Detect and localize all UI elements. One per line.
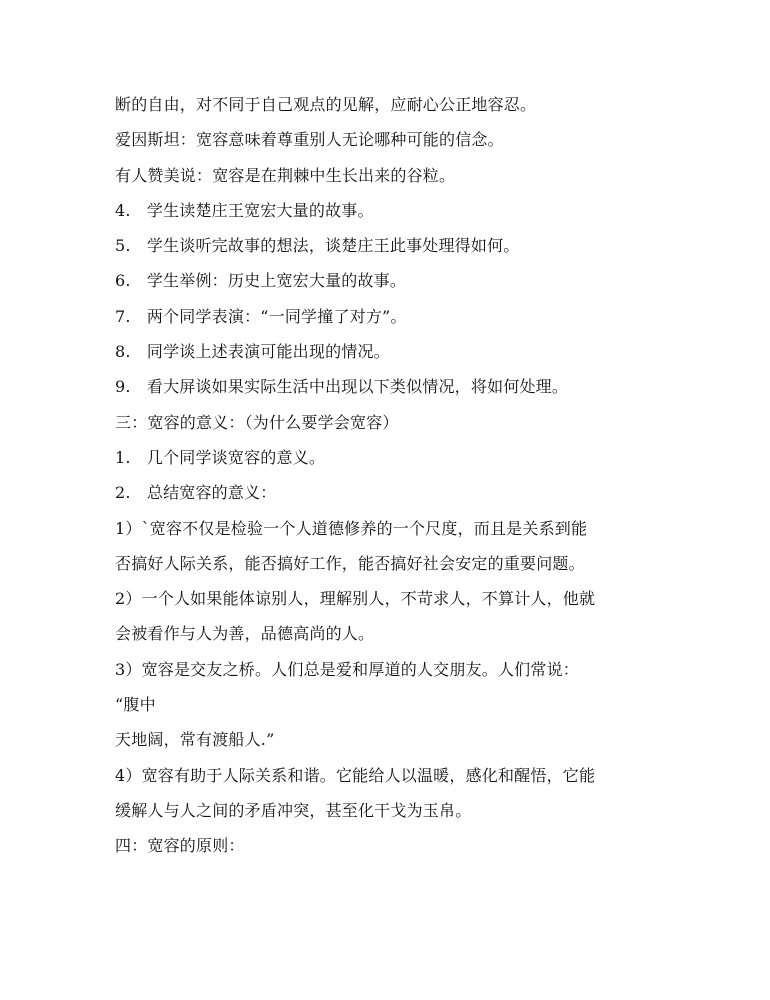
text-line: 2）一个人如果能体谅别人，理解别人，不苛求人，不算计人，他就: [115, 589, 596, 609]
list-item: 5. 学生谈听完故事的想法，谈楚庄王此事处理得如何。: [115, 236, 520, 256]
section-heading: 四：宽容的原则：: [115, 836, 245, 856]
text-line: 缓解人与人之间的矛盾冲突，甚至化干戈为玉帛。: [115, 800, 472, 820]
text-line: 有人赞美说：宽容是在荆棘中生长出来的谷粒。: [115, 165, 456, 185]
list-item: 8. 同学谈上述表演可能出现的情况。: [115, 342, 390, 362]
text-line: 断的自由，对不同于自己观点的见解，应耐心公正地容忍。: [115, 95, 537, 114]
document-body: [115, 87, 675, 864]
text-line: 4）宽容有助于人际关系和谐。它能给人以温暖，感化和醒悟，它能: [115, 765, 596, 785]
list-item: 7. 两个同学表演：“一同学撞了对方”。: [115, 306, 407, 326]
text-line: 否搞好人际关系，能否搞好工作，能否搞好社会安定的重要问题。: [115, 553, 585, 573]
list-item: 1. 几个同学谈宽容的意义。: [115, 447, 326, 467]
text-line: 天地阔，常有渡船人.”: [115, 730, 275, 750]
text-line: “腹中: [115, 695, 156, 715]
list-item: 2. 总结宽容的意义：: [115, 483, 277, 503]
list-item: 4. 学生读楚庄王宽宏大量的故事。: [115, 200, 374, 220]
text-line: 爱因斯坦：宽容意味着尊重别人无论哪种可能的信念。: [115, 130, 504, 150]
text-line: 1）`宽容不仅是检验一个人道德修养的一个尺度，而且是关系到能: [115, 518, 588, 538]
list-item: 6. 学生举例：历史上宽宏大量的故事。: [115, 271, 407, 291]
text-line: 3）宽容是交友之桥。人们总是爱和厚道的人交朋友。人们常说：: [115, 659, 579, 679]
list-item: 9. 看大屏谈如果实际生活中出现以下类似情况，将如何处理。: [115, 377, 569, 397]
text-line: 会被看作与人为善，品德高尚的人。: [115, 624, 375, 644]
section-heading: 三：宽容的意义：（为什么要学会宽容）: [115, 412, 399, 432]
